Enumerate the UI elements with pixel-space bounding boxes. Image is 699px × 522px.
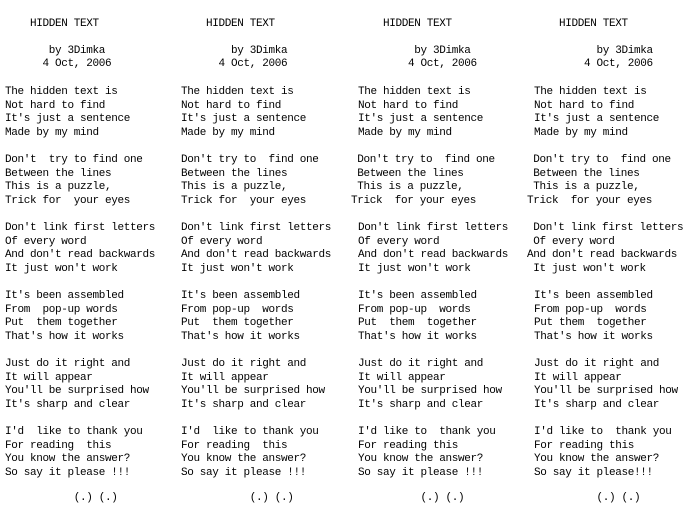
poem-author: by 3Dimka: [181, 45, 288, 57]
verse-line: The hidden text is: [181, 86, 294, 98]
verse-line: Don't link first letters: [358, 222, 509, 234]
verse-line: And don't read backwards: [181, 249, 332, 262]
verse-line: Don't link first letters: [5, 222, 156, 234]
verse-line: For reading this: [534, 439, 635, 452]
verse-line: It's sharp and clear: [534, 398, 660, 411]
verse-line: It just won't work: [358, 262, 471, 275]
verse-line: You know the answer?: [358, 453, 484, 466]
stanza: [527, 154, 671, 208]
verse-line: Don't try to find one: [5, 154, 143, 166]
verse-line: For reading this: [358, 439, 459, 452]
stanza: [181, 222, 331, 276]
poem-author: by 3Dimka: [5, 45, 106, 57]
poem-footer: (.) (.): [358, 492, 465, 504]
verse-line: The hidden text is: [358, 86, 471, 98]
verse-line: It's just a sentence: [534, 113, 660, 126]
poem-title: HIDDEN TEXT: [5, 18, 99, 30]
stanza: [5, 358, 149, 412]
verse-line: Trick for your eyes: [5, 194, 131, 207]
verse-line: And don't read backwards: [527, 249, 678, 262]
stanza: [5, 290, 124, 344]
verse-line: Don't try to find one: [357, 154, 495, 166]
verse-line: The hidden text is: [5, 86, 118, 98]
verse-line: You know the answer?: [5, 453, 131, 466]
verse-line: You'll be surprised how: [534, 385, 678, 398]
verse-line: For reading this: [181, 439, 288, 452]
stanza: [5, 86, 130, 140]
verse-line: Made by my mind: [358, 126, 452, 139]
verse-line: Between the lines: [357, 167, 464, 180]
verse-line: It will appear: [5, 371, 93, 384]
verse-line: Of every word: [5, 235, 87, 248]
stanza: [358, 86, 483, 140]
verse-line: Don't try to find one: [181, 154, 319, 166]
verse-line: That's how it works: [358, 330, 477, 343]
stanza: [351, 154, 495, 208]
verse-line: For reading this: [5, 439, 112, 452]
verse-line: Don't try to find one: [533, 154, 671, 166]
poem-date: 4 Oct, 2006: [534, 58, 653, 70]
poem-column-1: [5, 0, 180, 522]
verse-line: It's just a sentence: [181, 113, 307, 126]
verse-line: Just do it right and: [181, 358, 307, 370]
verse-line: From pop-up words: [181, 303, 294, 316]
verse-line: That's how it works: [181, 330, 300, 343]
verse-line: Not hard to find: [534, 99, 635, 112]
verse-line: It's just a sentence: [358, 113, 484, 126]
poem-column-4: [527, 0, 699, 522]
stanza: [5, 154, 143, 208]
stanza: [5, 426, 143, 480]
poem-footer: (.) (.): [534, 492, 641, 504]
verse-line: Not hard to find: [358, 99, 459, 112]
verse-line: It's sharp and clear: [358, 398, 484, 411]
poem-title: HIDDEN TEXT: [181, 18, 275, 30]
stanza: [534, 426, 672, 480]
verse-line: So say it please!!!: [534, 466, 653, 479]
verse-line: Don't link first letters: [181, 222, 332, 234]
stanza: [358, 426, 496, 480]
verse-line: Just do it right and: [358, 358, 484, 370]
verse-line: From pop-up words: [358, 303, 471, 316]
verse-line: Not hard to find: [5, 99, 106, 112]
poem-title: HIDDEN TEXT: [534, 18, 628, 30]
verse-line: That's how it works: [5, 330, 124, 343]
verse-line: Trick for your eyes: [527, 194, 653, 207]
verse-line: It's been assembled: [358, 290, 477, 302]
verse-line: I'd like to thank you: [181, 426, 319, 438]
verse-line: Put them together: [5, 317, 118, 330]
verse-line: Put them together: [358, 317, 477, 330]
verse-line: From pop-up words: [534, 303, 647, 316]
poem-date: 4 Oct, 2006: [5, 58, 112, 70]
verse-line: It will appear: [181, 371, 269, 384]
verse-line: I'd like to thank you: [534, 426, 672, 438]
verse-line: Trick for your eyes: [351, 194, 477, 207]
verse-line: Put them together: [534, 317, 647, 330]
verse-line: Put them together: [181, 317, 294, 330]
stanza: [534, 358, 678, 412]
verse-line: It's sharp and clear: [5, 398, 131, 411]
verse-line: It's just a sentence: [5, 113, 131, 126]
stanza: [181, 154, 319, 208]
verse-line: It just won't work: [533, 262, 646, 275]
poem-title: HIDDEN TEXT: [358, 18, 452, 30]
verse-line: This is a puzzle,: [5, 181, 112, 194]
verse-line: This is a puzzle,: [533, 181, 640, 194]
verse-line: Just do it right and: [5, 358, 131, 370]
verse-line: Made by my mind: [534, 126, 628, 139]
verse-line: And don't read backwards: [5, 249, 156, 262]
poem-date: 4 Oct, 2006: [181, 58, 288, 70]
stanza: [5, 222, 155, 276]
verse-line: It's been assembled: [534, 290, 653, 302]
verse-line: Of every word: [358, 235, 440, 248]
verse-line: That's how it works: [534, 330, 653, 343]
verse-line: You'll be surprised how: [181, 385, 325, 398]
verse-line: Made by my mind: [5, 126, 99, 139]
stanza: [181, 86, 306, 140]
verse-line: It's sharp and clear: [181, 398, 307, 411]
stanza: [181, 426, 319, 480]
verse-line: Between the lines: [181, 167, 288, 180]
verse-line: Don't link first letters: [533, 222, 684, 234]
stanza: [358, 290, 477, 344]
poem-footer: (.) (.): [181, 492, 294, 504]
verse-line: Between the lines: [5, 167, 112, 180]
poem-date: 4 Oct, 2006: [358, 58, 477, 70]
poem-author: by 3Dimka: [358, 45, 471, 57]
verse-line: This is a puzzle,: [181, 181, 288, 194]
verse-line: From pop-up words: [5, 303, 118, 316]
verse-line: It just won't work: [181, 262, 294, 275]
verse-line: Between the lines: [533, 167, 640, 180]
stanza: [181, 290, 300, 344]
verse-line: You'll be surprised how: [5, 385, 149, 398]
verse-line: So say it please !!!: [181, 466, 307, 479]
verse-line: Just do it right and: [534, 358, 660, 370]
verse-line: It's been assembled: [181, 290, 300, 302]
poem-column-3: [351, 0, 533, 522]
stanza: [534, 290, 653, 344]
verse-line: And don't read backwards: [358, 249, 509, 262]
verse-line: Not hard to find: [181, 99, 282, 112]
verse-line: Of every word: [533, 235, 615, 248]
poem-column-2: [181, 0, 356, 522]
verse-line: So say it please !!!: [358, 466, 484, 479]
verse-line: So say it please !!!: [5, 466, 131, 479]
verse-line: Of every word: [181, 235, 263, 248]
verse-line: The hidden text is: [534, 86, 647, 98]
verse-line: Made by my mind: [181, 126, 275, 139]
verse-line: You know the answer?: [181, 453, 307, 466]
verse-line: You know the answer?: [534, 453, 660, 466]
verse-line: I'd like to thank you: [5, 426, 143, 438]
poem-footer: (.) (.): [5, 492, 118, 504]
verse-line: You'll be surprised how: [358, 385, 502, 398]
poem-author: by 3Dimka: [534, 45, 653, 57]
verse-line: This is a puzzle,: [357, 181, 464, 194]
verse-line: It will appear: [534, 371, 622, 384]
stanza: [358, 222, 508, 276]
stanza: [358, 358, 502, 412]
stanza: [181, 358, 325, 412]
verse-line: It will appear: [358, 371, 446, 384]
verse-line: I'd like to thank you: [358, 426, 496, 438]
stanza: [527, 222, 683, 276]
verse-line: Trick for your eyes: [181, 194, 307, 207]
verse-line: It just won't work: [5, 262, 118, 275]
stanza: [534, 86, 659, 140]
verse-line: It's been assembled: [5, 290, 124, 302]
